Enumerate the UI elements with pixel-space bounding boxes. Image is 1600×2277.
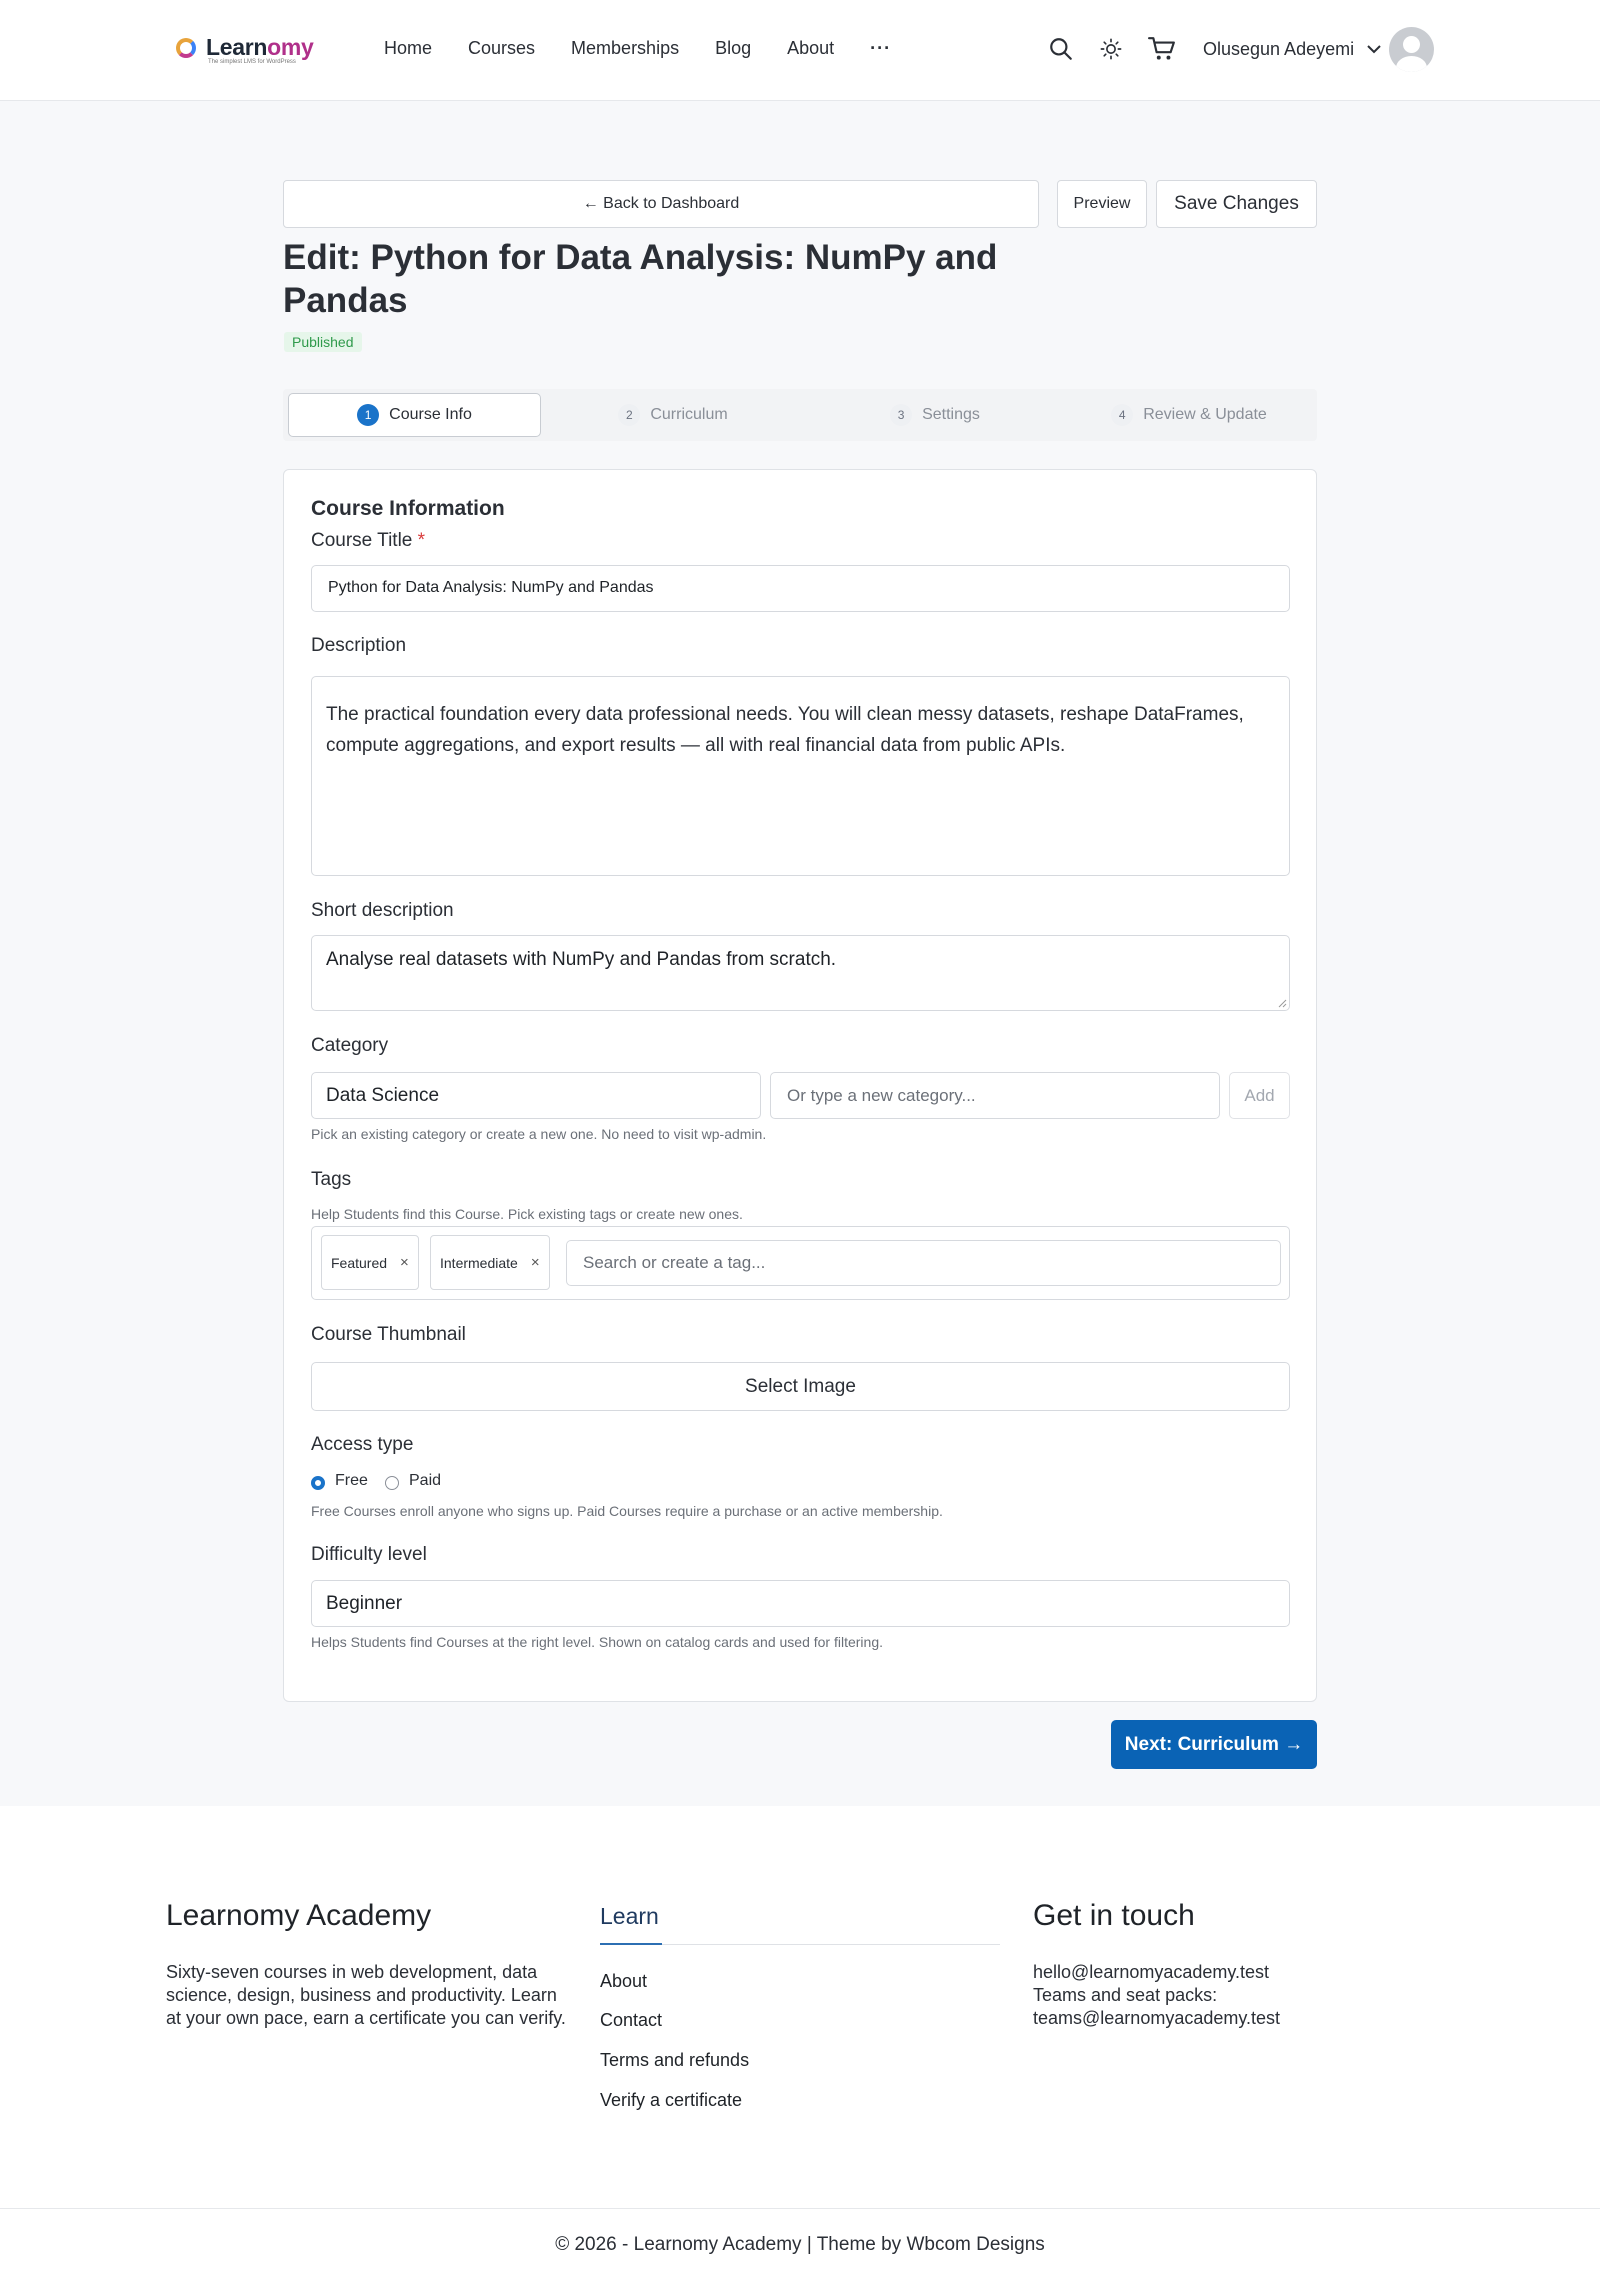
category-select[interactable]: Data Science xyxy=(311,1072,761,1119)
back-to-dashboard-button[interactable]: ← Back to Dashboard xyxy=(283,180,1039,228)
site-footer xyxy=(0,1806,1600,2277)
access-paid-radio[interactable] xyxy=(385,1476,399,1490)
logo-tagline: The simplest LMS for WordPress xyxy=(208,59,296,65)
nav-item-blog[interactable]: Blog xyxy=(715,38,752,58)
main-nav xyxy=(384,38,891,59)
footer-about-text: Sixty-seven courses in web development, data science, design, business and productivity. Learn at your own pace, earn a certificate you can verify. xyxy=(166,1962,566,2028)
access-help-text: Free Courses enroll anyone who signs up. Paid Courses require a purchase or an active membership. xyxy=(311,1503,943,1519)
short-description-textarea[interactable]: Analyse real datasets with NumPy and Pandas from scratch. xyxy=(311,935,1290,1011)
preview-button[interactable]: Preview xyxy=(1057,180,1147,228)
theme-toggle-icon[interactable] xyxy=(1100,38,1122,60)
step-course-info[interactable] xyxy=(288,393,541,437)
site-header xyxy=(0,0,1600,101)
contact-teams-label: Teams and seat packs: xyxy=(1033,1985,1218,2005)
next-curriculum-button[interactable]: Next: Curriculum → xyxy=(1111,1720,1317,1769)
tags-input xyxy=(311,1226,1290,1300)
footer-link-about[interactable]: About xyxy=(600,1971,648,1991)
new-category-input[interactable]: Or type a new category... xyxy=(770,1072,1220,1119)
footer-learn-heading: Learn xyxy=(600,1903,659,1929)
footer-copyright: © 2026 - Learnomy Academy | Theme by Wbcom Designs xyxy=(555,2234,1045,2255)
description-editor[interactable]: The practical foundation every data professional needs. You will clean messy datasets, reshape DataFrames, compute aggregations, and export results — all with real financial data from public APIs. xyxy=(311,676,1290,876)
site-logo[interactable] xyxy=(176,34,314,65)
tag-chip: Featured × xyxy=(321,1235,419,1290)
nav-item-memberships[interactable]: Memberships xyxy=(571,38,680,58)
footer-link-contact[interactable]: Contact xyxy=(600,2010,663,2030)
step-label: Settings xyxy=(922,406,980,423)
step-label: Curriculum xyxy=(650,406,728,423)
nav-item-home[interactable]: Home xyxy=(384,38,433,58)
step-label: Review & Update xyxy=(1143,406,1267,423)
footer-link-verify-certificate[interactable]: Verify a certificate xyxy=(600,2090,743,2110)
step-review-update[interactable] xyxy=(1067,393,1311,437)
divider xyxy=(600,1943,662,1945)
difficulty-select[interactable]: Beginner xyxy=(311,1580,1290,1627)
step-label: Course Info xyxy=(389,406,472,423)
divider xyxy=(0,2208,1600,2209)
tag-search-input[interactable]: Search or create a tag... xyxy=(566,1240,1281,1286)
section-title: Course Information xyxy=(311,497,505,520)
step-number: 3 xyxy=(890,404,912,426)
resize-handle-icon[interactable] xyxy=(1277,998,1287,1008)
logo-icon xyxy=(176,38,196,58)
avatar[interactable] xyxy=(1389,27,1434,72)
cart-icon[interactable] xyxy=(1148,36,1176,62)
step-number: 2 xyxy=(618,404,640,426)
page-title: Edit: Python for Data Analysis: NumPy and Pandas xyxy=(283,238,998,320)
chevron-down-icon[interactable] xyxy=(1366,42,1382,56)
step-curriculum[interactable] xyxy=(551,393,795,437)
footer-contact-block xyxy=(1033,1961,1280,2030)
nav-item-courses[interactable]: Courses xyxy=(468,38,536,58)
search-icon[interactable] xyxy=(1048,36,1074,62)
course-info-card xyxy=(283,469,1317,1702)
course-title-input[interactable]: Python for Data Analysis: NumPy and Pandas xyxy=(311,565,1290,612)
status-badge: Published xyxy=(284,332,362,352)
tags-help-text: Help Students find this Course. Pick existing tags or create new ones. xyxy=(311,1206,743,1222)
add-category-button[interactable]: Add xyxy=(1229,1072,1290,1119)
tags-label: Tags xyxy=(311,1169,352,1190)
access-free-radio[interactable] xyxy=(311,1476,325,1490)
remove-tag-icon[interactable]: × xyxy=(530,1254,540,1271)
logo-wordmark: Learnomy xyxy=(206,34,314,60)
footer-contact-heading: Get in touch xyxy=(1033,1899,1195,1932)
description-label: Description xyxy=(311,635,407,656)
difficulty-label: Difficulty level xyxy=(311,1544,427,1565)
remove-tag-icon[interactable]: × xyxy=(400,1254,409,1271)
access-type-label: Access type xyxy=(311,1434,414,1455)
difficulty-help-text: Helps Students find Courses at the right level. Shown on catalog cards and used for filtering. xyxy=(311,1634,883,1650)
nav-more-icon[interactable]: ··· xyxy=(870,38,892,58)
nav-item-about[interactable]: About xyxy=(787,38,835,58)
thumbnail-label: Course Thumbnail xyxy=(311,1324,466,1345)
step-number: 1 xyxy=(357,404,379,426)
step-settings[interactable] xyxy=(813,393,1057,437)
footer-link-terms[interactable]: Terms and refunds xyxy=(600,2050,750,2070)
short-description-label: Short description xyxy=(311,900,454,921)
user-menu-name[interactable]: Olusegun Adeyemi xyxy=(1203,39,1355,59)
tag-chip: Intermediate × xyxy=(430,1235,550,1290)
access-paid-label[interactable]: Paid xyxy=(409,1472,442,1489)
select-image-button[interactable]: Select Image xyxy=(311,1362,1290,1411)
footer-brand: Learnomy Academy xyxy=(166,1899,432,1932)
contact-email[interactable]: hello@learnomyacademy.test xyxy=(1033,1962,1270,1982)
access-free-label[interactable]: Free xyxy=(335,1472,368,1489)
wizard-stepper xyxy=(283,389,1317,441)
category-label: Category xyxy=(311,1035,389,1056)
save-changes-button[interactable]: Save Changes xyxy=(1156,180,1317,228)
contact-teams-email[interactable]: teams@learnomyacademy.test xyxy=(1033,2008,1281,2028)
step-number: 4 xyxy=(1111,404,1133,426)
category-help-text: Pick an existing category or create a new one. No need to visit wp-admin. xyxy=(311,1126,767,1142)
course-title-label: Course Title * xyxy=(311,530,426,551)
